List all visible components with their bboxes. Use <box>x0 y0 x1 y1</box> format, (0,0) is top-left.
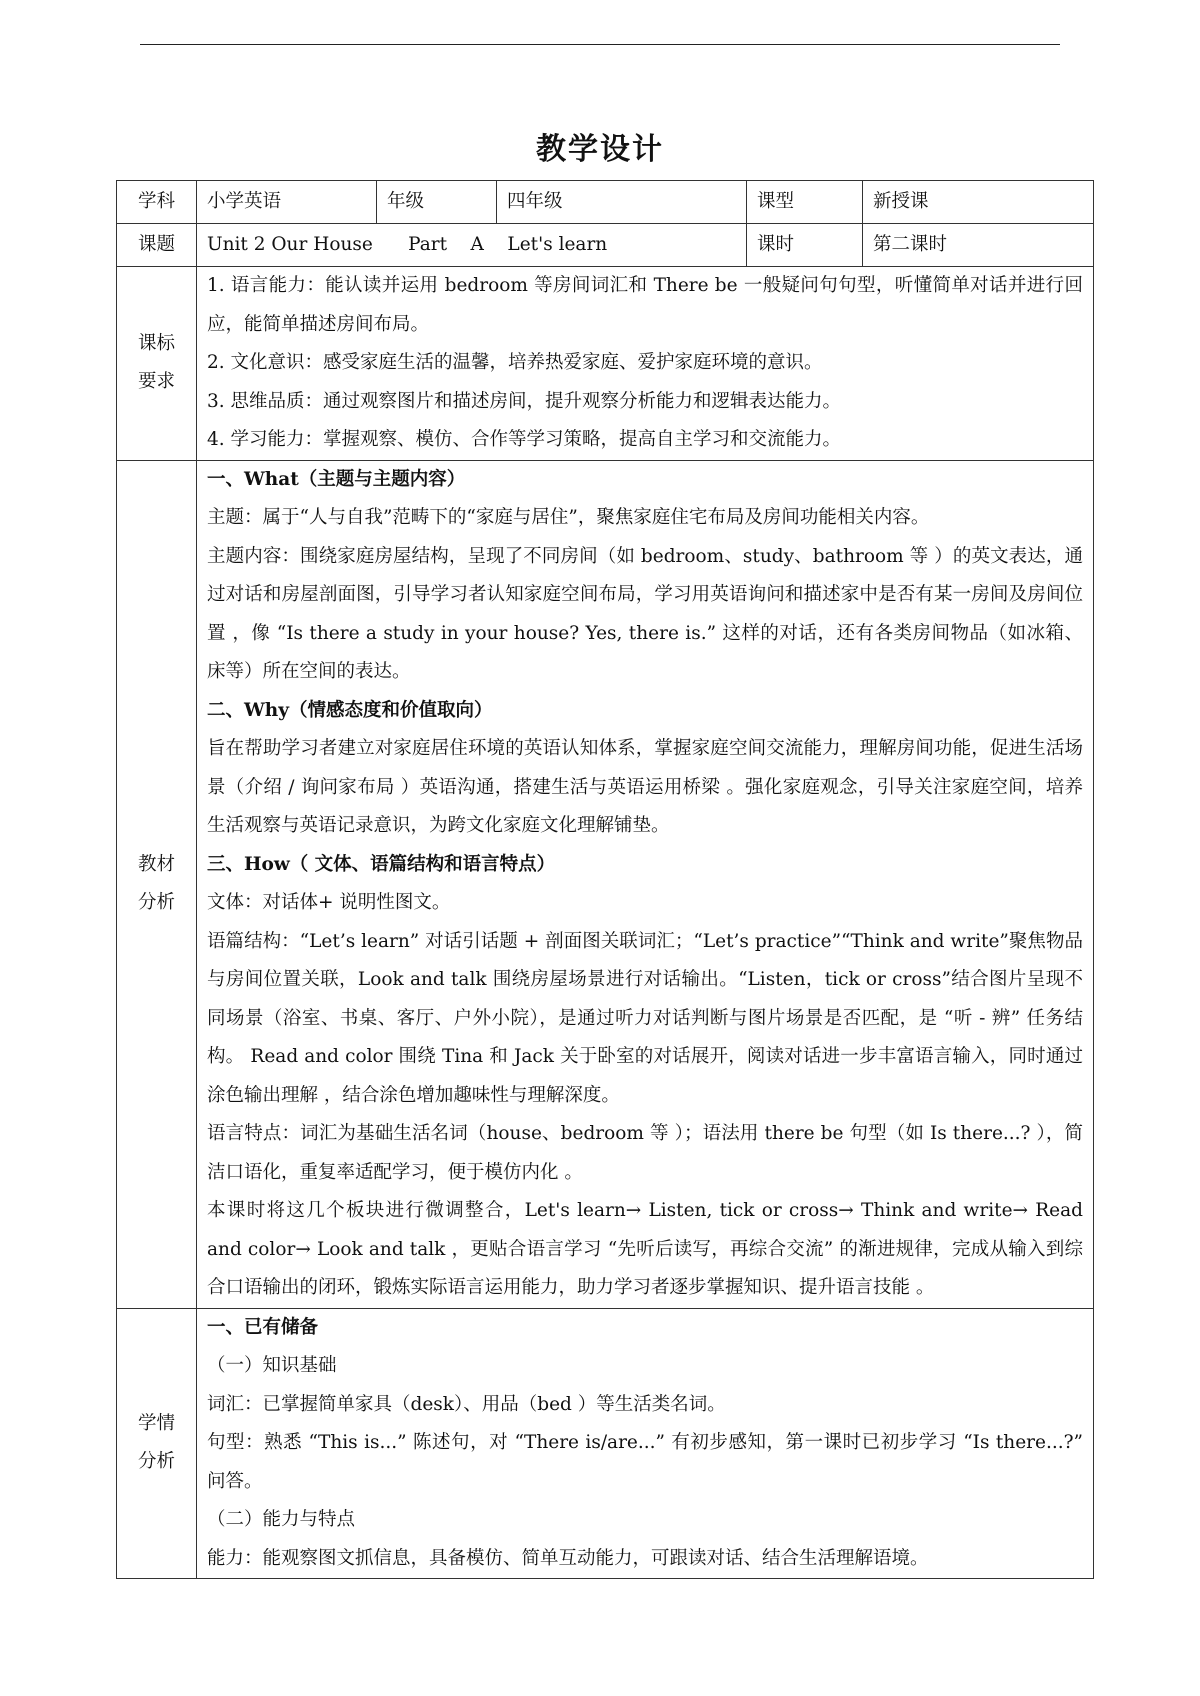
standards-row <box>117 267 1094 461</box>
standards-label-line-2: 要求 <box>137 371 175 393</box>
header-rule <box>140 44 1060 45</box>
lesson-type-value: 新授课 <box>863 181 1094 224</box>
standards-content <box>197 267 1094 461</box>
topic-label: 课题 <box>117 224 197 267</box>
learner-ability: 能力：能观察图文抓信息，具备模仿、简单互动能力，可跟读对话、结合生活理解语境。 <box>207 1547 929 1569</box>
material-label <box>117 460 197 1308</box>
info-row-subject <box>117 181 1094 224</box>
how-genre: 文体：对话体+ 说明性图文。 <box>207 892 451 913</box>
what-theme: 主题：属于“人与自我”范畴下的“家庭与居住”，聚焦家庭住宅布局及房间功能相关内容。 <box>207 507 930 528</box>
period-label: 课时 <box>747 224 863 267</box>
learner-row <box>117 1308 1094 1579</box>
standards-label-line-1: 课标 <box>137 333 175 355</box>
standards-item: 1. 语言能力：能认读并运用 bedroom 等房间词汇和 There be 一般疑问句句型，听懂简单对话并进行回应，能简单描述房间布局。 <box>207 275 1083 335</box>
what-content: 主题内容：围绕家庭房屋结构，呈现了不同房间（如 bedroom、study、bathroom 等 ）的英文表达，通过对话和房屋剖面图，引导学习者认知家庭空间布局，学习用英语询问和描述家中是否有某一房间及房间位置 ，像 “Is there a study in your house? Yes, there is.” 这样的对话，还有各类房间物品（如冰箱、床等）所在空间的表达。 <box>207 545 1083 682</box>
why-content: 旨在帮助学习者建立对家庭居住环境的英语认知体系，掌握家庭空间交流能力，理解房间功能，促进生活场景（介绍 / 询问家布局 ）英语沟通，搭建生活与英语运用桥梁 。强化家庭观念，引导关注家庭空间，培养生活观察与英语记录意识，为跨文化家庭文化理解铺垫。 <box>207 738 1083 836</box>
how-integration: 本课时将这几个板块进行微调整合，Let's learn→ Listen, tick or cross→ Think and write→ Read and color→ Look and talk ，更贴合语言学习 “先听后读写，再综合交流” 的渐进规律，完成从输入到综合口语输出的闭环，锻炼实际语言运用能力，助力学习者逐步掌握知识、提升语言技能 。 <box>207 1200 1083 1298</box>
how-structure: 语篇结构：“Let’s learn” 对话引话题 + 剖面图关联词汇；“Let’s practice”“Think and write”聚焦物品与房间位置关联，Look and talk 围绕房屋场景进行对话输出。“Listen，tick or cross”结合图片呈现不同场景（浴室、书桌、客厅、户外小院），是通过听力对话判断与图片场景是否匹配，是 “听 - 辨” 任务结构。 Read and color 围绕 Tina 和 Jack 关于卧室的对话展开，阅读对话进一步丰富语言输入，同时通过涂色输出理解 ，结合涂色增加趣味性与理解深度。 <box>207 930 1083 1106</box>
material-label-line-2: 分析 <box>137 892 175 913</box>
learner-sentence: 句型：熟悉 “This is...” 陈述句，对 “There is/are...” 有初步感知，第一课时已初步学习 “Is there...?” 问答。 <box>207 1432 1083 1492</box>
info-row-topic <box>117 224 1094 267</box>
subject-value: 小学英语 <box>197 181 377 224</box>
learner-subheading-knowledge: （一）知识基础 <box>207 1355 337 1376</box>
lesson-type-label: 课型 <box>747 181 863 224</box>
learner-label <box>117 1308 197 1579</box>
subject-label: 学科 <box>117 181 197 224</box>
learner-label-line-2: 分析 <box>137 1451 175 1473</box>
material-label-line-1: 教材 <box>137 854 175 875</box>
how-heading: 三、How（ 文体、语篇结构和语言特点） <box>207 853 556 875</box>
grade-label: 年级 <box>377 181 497 224</box>
topic-value: Unit 2 Our House Part A Let's learn <box>197 224 747 267</box>
standards-item: 2. 文化意识：感受家庭生活的温馨，培养热爱家庭、爱护家庭环境的意识。 <box>207 352 823 373</box>
learner-content <box>197 1308 1094 1579</box>
why-heading: 二、Why（情感态度和价值取向） <box>207 699 493 721</box>
material-row <box>117 460 1094 1308</box>
material-content <box>197 460 1094 1308</box>
learner-subheading-ability: （二）能力与特点 <box>207 1509 356 1530</box>
learner-heading: 一、已有储备 <box>207 1316 319 1338</box>
period-value: 第二课时 <box>863 224 1094 267</box>
standards-label <box>117 267 197 461</box>
how-language-features: 语言特点：词汇为基础生活名词（house、bedroom 等 ）；语法用 there be 句型（如 Is there...? ），简洁口语化，重复率适配学习，便于模仿内化 。 <box>207 1123 1083 1183</box>
standards-item: 4. 学习能力：掌握观察、模仿、合作等学习策略，提高自主学习和交流能力。 <box>207 429 842 450</box>
grade-value: 四年级 <box>497 181 747 224</box>
document-title: 教学设计 <box>536 132 664 167</box>
lesson-plan-table <box>116 180 1094 1579</box>
learner-label-line-1: 学情 <box>137 1413 175 1435</box>
what-heading: 一、What（主题与主题内容） <box>207 468 466 490</box>
learner-vocabulary: 词汇：已掌握简单家具（desk）、用品（bed ）等生活类名词。 <box>207 1393 726 1415</box>
standards-item: 3. 思维品质：通过观察图片和描述房间，提升观察分析能力和逻辑表达能力。 <box>207 390 842 412</box>
